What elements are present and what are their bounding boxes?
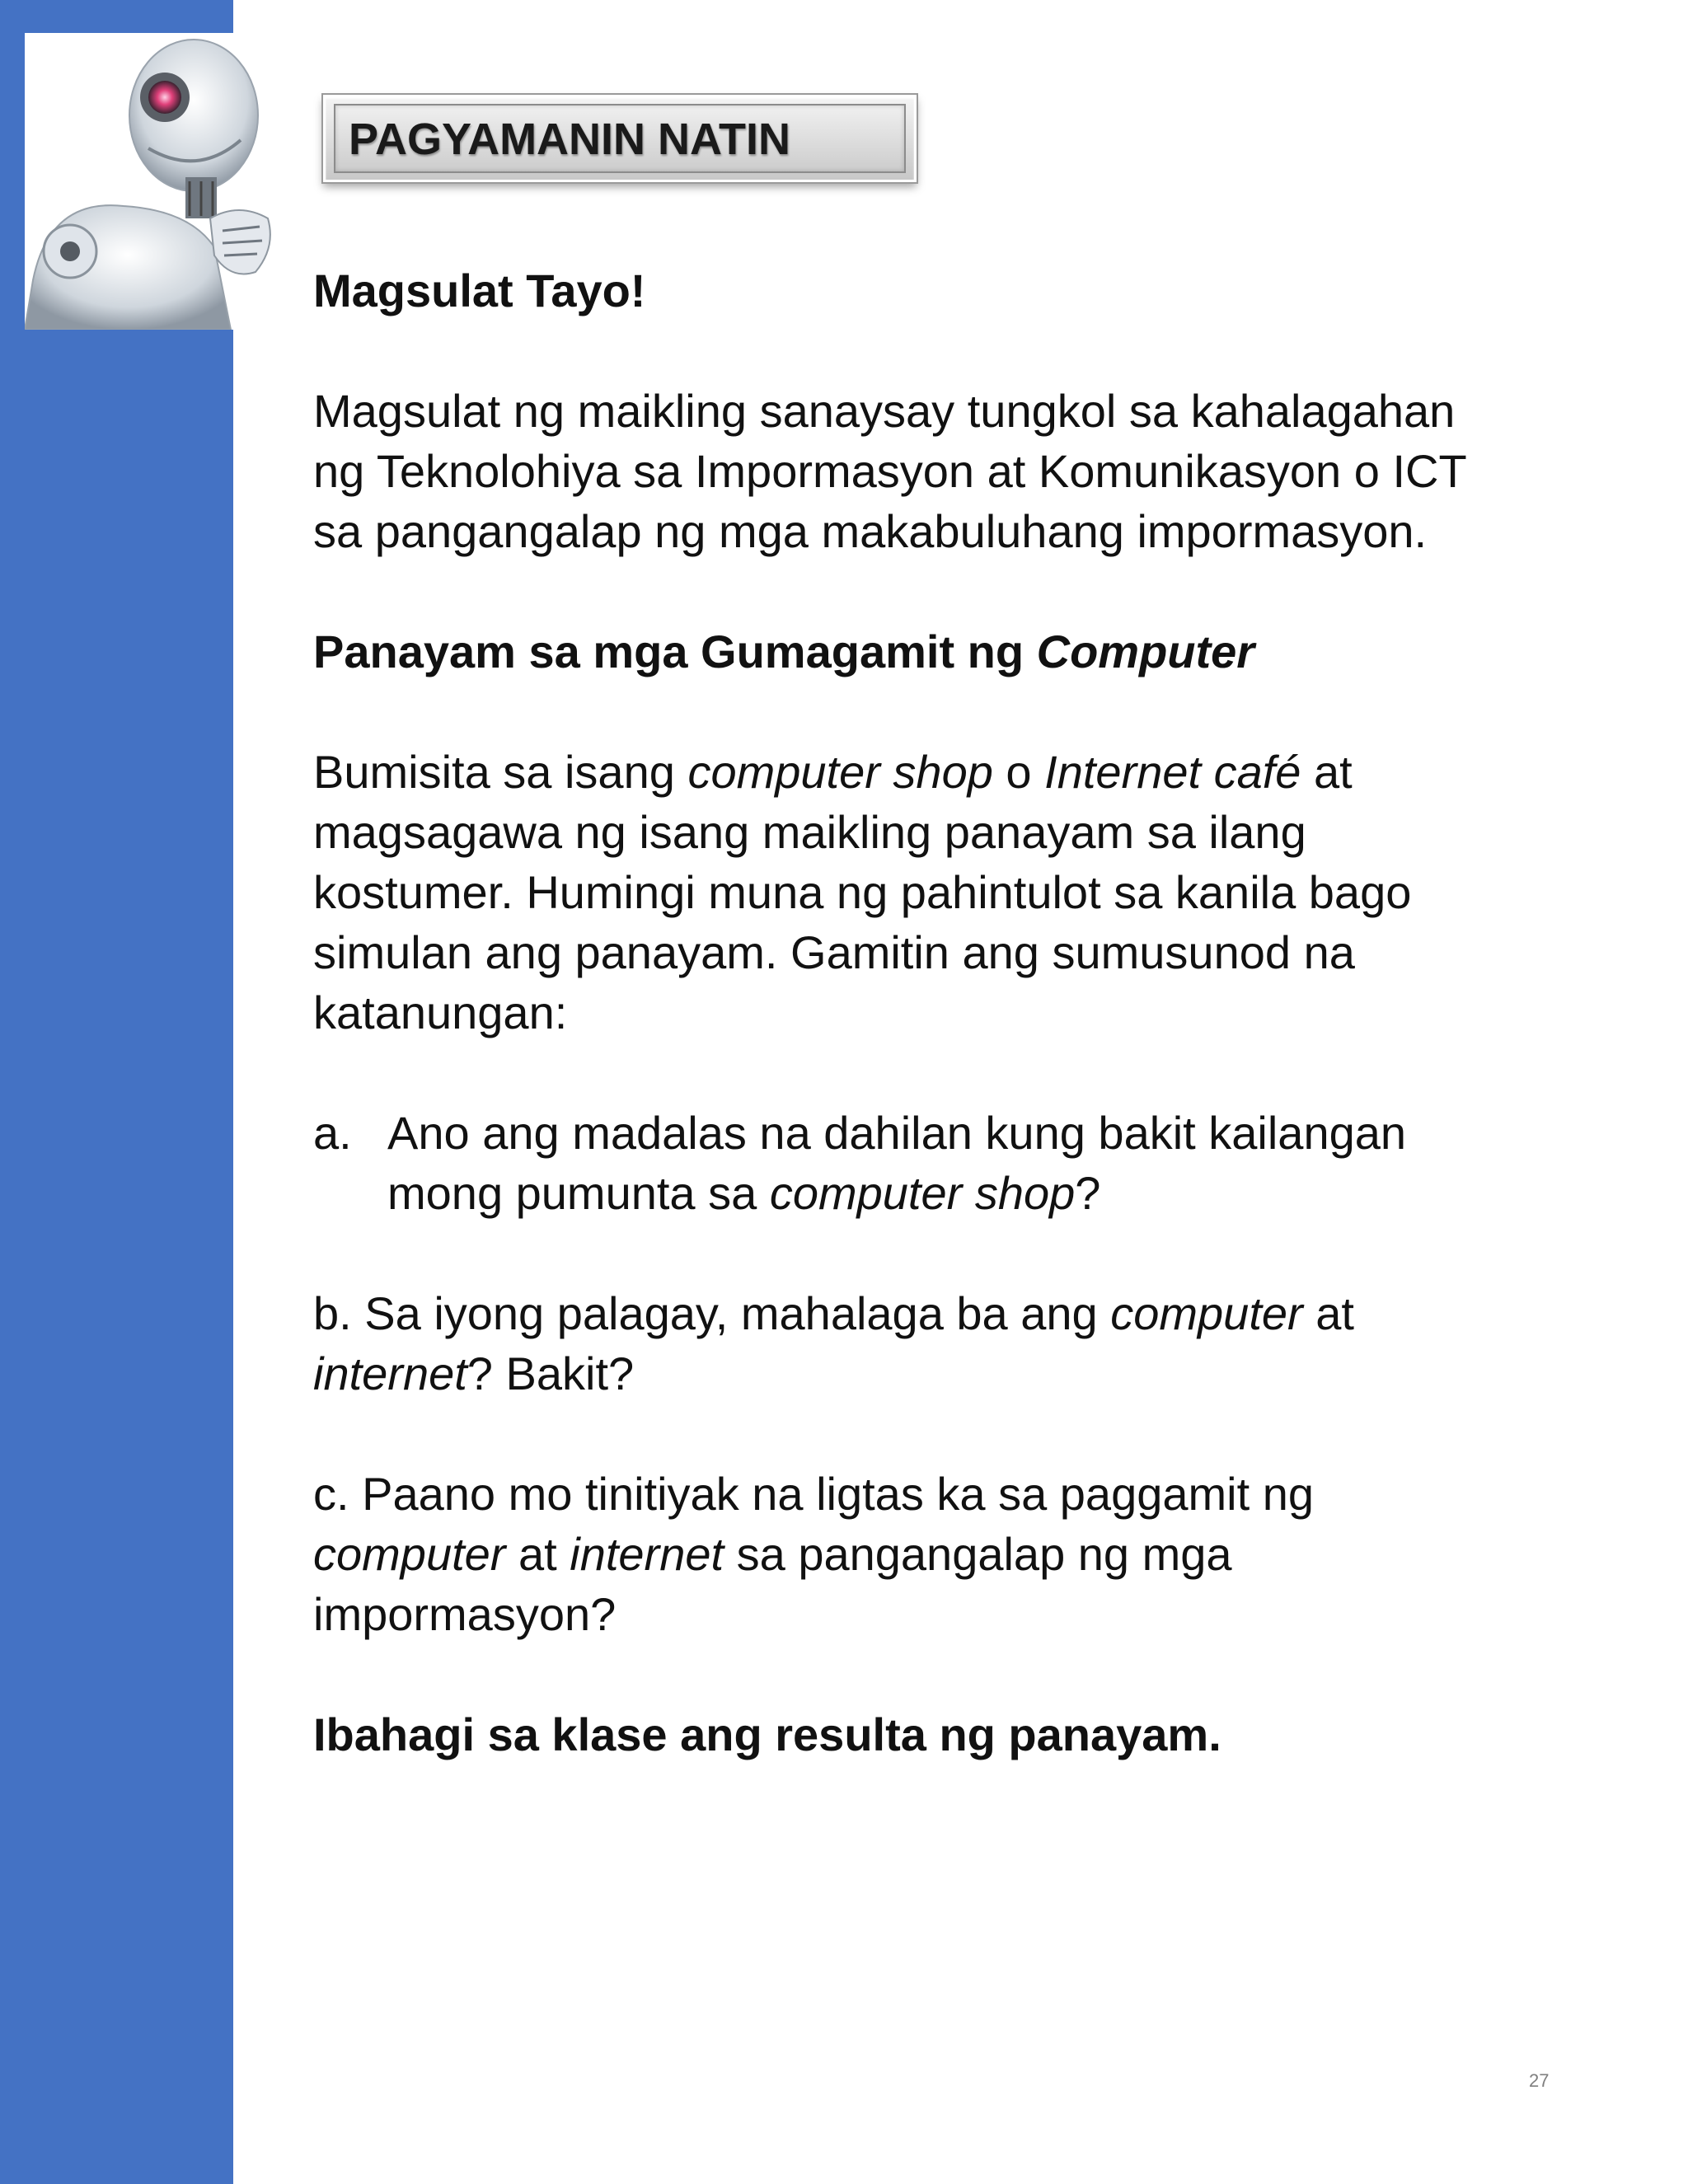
question-a xyxy=(313,1103,1566,1223)
question-b-line xyxy=(313,1343,1566,1404)
paragraph-line: ng Teknolohiya sa Impormasyon at Komunikasyon o ICT xyxy=(313,445,1467,497)
closing-instruction: Ibahagi sa klase ang resulta ng panayam. xyxy=(313,1708,1221,1760)
italic-run: computer xyxy=(1110,1287,1303,1339)
section-heading-panayam xyxy=(313,621,1566,682)
question-c-line: c. Paano mo tinitiyak na ligtas ka sa paggamit ng xyxy=(313,1468,1315,1520)
heading-italic-text: Computer xyxy=(1036,626,1255,677)
paragraph-line: kostumer. Humingi muna ng pahintulot sa kanila bago xyxy=(313,866,1412,918)
text-run: at xyxy=(505,1528,570,1580)
text-run: Bumisita sa isang xyxy=(313,746,688,798)
paragraph-line xyxy=(387,1163,1566,1223)
section-heading-magsulat: Magsulat Tayo! xyxy=(313,265,646,316)
italic-run: internet xyxy=(313,1347,467,1399)
text-run: mong pumunta sa xyxy=(387,1167,770,1219)
paragraph-line: sa pangangalap ng mga makabuluhang impormasyon. xyxy=(313,505,1428,557)
text-run: ? Bakit? xyxy=(467,1347,635,1399)
paragraph-line: katanungan: xyxy=(313,987,568,1038)
italic-run: computer shop xyxy=(769,1167,1076,1219)
robot-thinking-image xyxy=(25,33,297,330)
paragraph-line: simulan ang panayam. Gamitin ang sumusunod na xyxy=(313,926,1355,978)
banner-title: PAGYAMANIN NATIN xyxy=(349,115,791,164)
list-marker: a. xyxy=(313,1107,352,1159)
page-number: 27 xyxy=(1529,2070,1550,2091)
italic-run: internet xyxy=(570,1528,724,1580)
text-run: sa pangangalap ng mga xyxy=(724,1528,1232,1580)
question-c-line xyxy=(313,1524,1566,1584)
text-run: b. Sa iyong palagay, mahalaga ba ang xyxy=(313,1287,1111,1339)
text-run: o xyxy=(992,746,1045,798)
document-body xyxy=(313,260,1566,1765)
italic-run: Internet café xyxy=(1044,746,1301,798)
text-run: at xyxy=(1302,1287,1354,1339)
text-run: ? xyxy=(1075,1167,1101,1219)
question-a-text xyxy=(387,1103,1566,1223)
section-banner xyxy=(323,95,917,182)
question-c-line: impormasyon? xyxy=(313,1588,617,1640)
paragraph-line: Ano ang madalas na dahilan kung bakit kailangan xyxy=(387,1107,1407,1159)
text-run: at xyxy=(1301,746,1353,798)
paragraph-line: magsagawa ng isang maikling panayam sa ilang xyxy=(313,806,1306,858)
italic-run: computer xyxy=(313,1528,506,1580)
heading-text: Panayam sa mga Gumagamit ng xyxy=(313,626,1037,677)
paragraph-line xyxy=(313,742,1566,802)
paragraph-line: Magsulat ng maikling sanaysay tungkol sa kahalagahan xyxy=(313,385,1456,437)
italic-run: computer shop xyxy=(687,746,993,798)
question-b-line xyxy=(313,1283,1566,1343)
